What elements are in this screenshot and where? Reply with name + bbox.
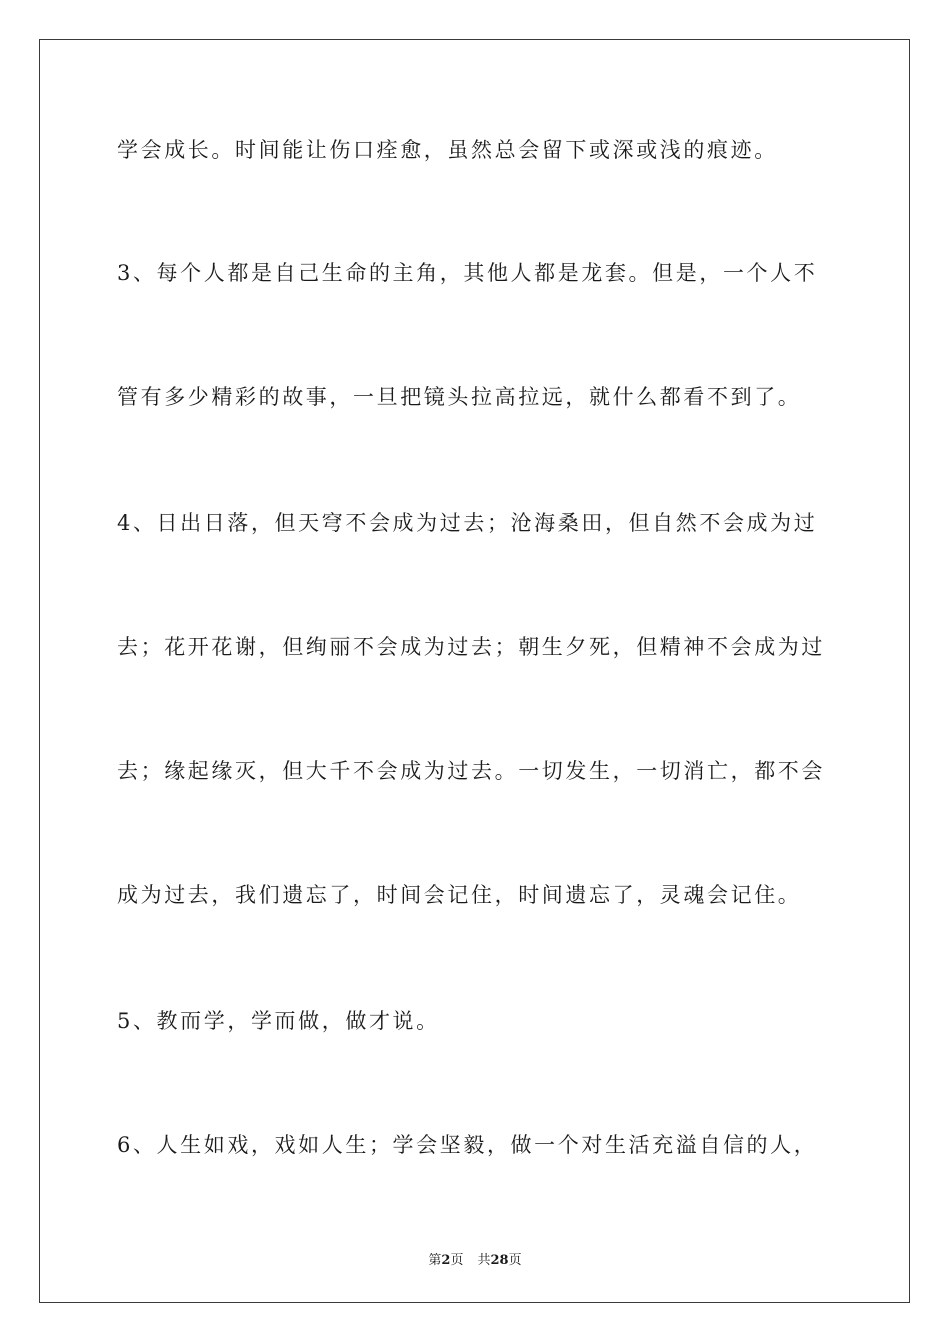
text-line-7: 成为过去，我们遗忘了，时间会记住，时间遗忘了，灵魂会记住。	[117, 883, 802, 907]
page-number: 2	[441, 1253, 451, 1268]
total-pages: 28	[490, 1253, 509, 1268]
page-suffix: 页	[450, 1253, 464, 1268]
page-footer	[0, 1249, 950, 1268]
text-line-4: 4、日出日落，但天穹不会成为过去；沧海桑田，但自然不会成为过	[117, 511, 818, 535]
text-line-8: 5、教而学，学而做，做才说。	[117, 1009, 440, 1033]
text-line-9: 6、人生如戏，戏如人生；学会坚毅，做一个对生活充溢自信的人，	[117, 1133, 818, 1157]
text-line-6: 去；缘起缘灭，但大千不会成为过去。一切发生，一切消亡，都不会	[117, 759, 825, 783]
text-line-3: 管有多少精彩的故事，一旦把镜头拉高拉远，就什么都看不到了。	[117, 385, 802, 409]
page-frame	[39, 39, 910, 1303]
total-suffix: 页	[508, 1253, 522, 1268]
page-prefix: 第	[428, 1253, 442, 1268]
total-prefix: 共	[477, 1253, 491, 1268]
text-line-5: 去；花开花谢，但绚丽不会成为过去；朝生夕死，但精神不会成为过	[117, 635, 825, 659]
text-line-1: 学会成长。时间能让伤口痊愈，虽然总会留下或深或浅的痕迹。	[117, 138, 778, 162]
text-line-2: 3、每个人都是自己生命的主角，其他人都是龙套。但是，一个人不	[117, 261, 818, 285]
